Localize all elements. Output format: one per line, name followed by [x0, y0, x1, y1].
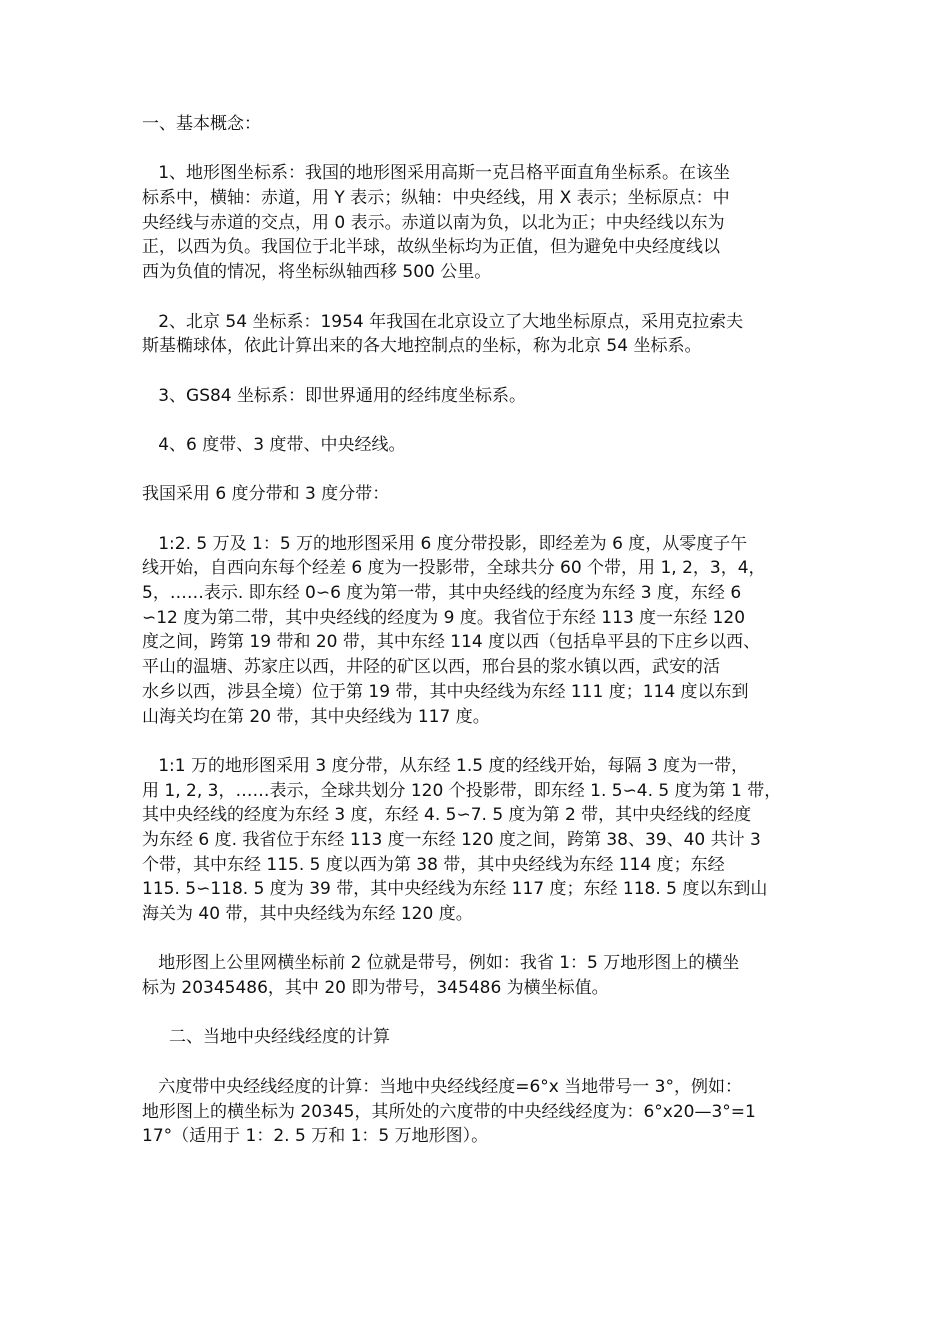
text-line: 正，以西为负。我国位于北半球，故纵坐标均为正值，但为避免中央经度线以 — [142, 237, 720, 258]
blank-line — [142, 927, 818, 952]
text-line: 六度带中央经线经度的计算：当地中央经线经度=6°x 当地带号一 3°，例如： — [142, 1076, 742, 1097]
text-line: 山海关均在第 20 带，其中央经线为 117 度。 — [142, 706, 490, 727]
blank-line — [142, 359, 818, 384]
text-line: 2、北京 54 坐标系：1954 年我国在北京设立了大地坐标原点，采用克拉索夫 — [142, 311, 744, 332]
text-line: 标系中，横轴：赤道，用 Y 表示；纵轴：中央经线，用 X 表示；坐标原点：中 — [142, 188, 730, 209]
blank-line — [142, 729, 818, 754]
text-line: 115. 5∽118. 5 度为 39 带，其中央经线为东经 117 度；东经 118. 5 度以东到山 — [142, 879, 768, 900]
text-line: 标为 20345486，其中 20 即为带号，345486 为横坐标值。 — [142, 978, 609, 999]
text-line: 用 1, 2, 3，……表示，全球共划分 120 个投影带，即东经 1. 5∽4. 5 度为第 1 带， — [142, 780, 782, 801]
text-line: 一、基本概念： — [142, 114, 261, 134]
text-line: 西为负值的情况，将坐标纵轴西移 500 公里。 — [142, 262, 492, 283]
text-line: 斯基椭球体，依此计算出来的各大地控制点的坐标，称为北京 54 坐标系。 — [142, 336, 702, 357]
text-line: 5，……表示. 即东经 0∽6 度为第一带，其中央经线的经度为东经 3 度，东经 6 — [142, 583, 742, 604]
text-line: 其中央经线的经度为东经 3 度，东经 4. 5∽7. 5 度为第 2 带，其中央经线的经度 — [142, 805, 752, 826]
text-line: ∽12 度为第二带，其中央经线的经度为 9 度。我省位于东经 113 度一东经 120 — [142, 607, 746, 628]
text-line: 1:1 万的地形图采用 3 度分带，从东经 1.5 度的经线开始，每隔 3 度为一带， — [142, 755, 749, 776]
text-line: 海关为 40 带，其中央经线为东经 120 度。 — [142, 904, 473, 924]
blank-line — [142, 137, 818, 162]
text-line: 为东经 6 度. 我省位于东经 113 度一东经 120 度之间，跨第 38、39、40 共计 3 — [142, 829, 761, 850]
text-line: 1:2. 5 万及 1：5 万的地形图采用 6 度分带投影，即经差为 6 度，从零度子午 — [142, 533, 748, 554]
text-line: 3、GS84 坐标系：即世界通用的经纬度坐标系。 — [142, 385, 527, 406]
text-line: 17°（适用于 1：2. 5 万和 1：5 万地形图）。 — [142, 1126, 489, 1147]
blank-line — [142, 1050, 818, 1075]
blank-line — [142, 1001, 818, 1026]
blank-line — [142, 507, 818, 532]
text-line: 度之间，跨第 19 带和 20 带，其中东经 114 度以西（包括阜平县的下庄乡以西、 — [142, 632, 761, 653]
text-line: 二、当地中央经线经度的计算 — [142, 1027, 391, 1048]
document-page — [142, 112, 818, 1149]
text-line: 线开始，自西向东每个经差 6 度为一投影带，全球共分 60 个带，用 1, 2，3，4， — [142, 558, 766, 579]
text-line: 地形图上的横坐标为 20345，其所处的六度带的中央经线经度为：6°x20—3°=1 — [142, 1101, 756, 1122]
text-line: 4、6 度带、3 度带、中央经线。 — [142, 434, 406, 455]
text-line: 地形图上公里网横坐标前 2 位就是带号，例如：我省 1：5 万地形图上的横坐 — [142, 953, 740, 974]
text-line: 水乡以西，涉县全境）位于第 19 带，其中央经线为东经 111 度；114 度以东到 — [142, 681, 749, 702]
blank-line — [142, 458, 818, 483]
text-line: 我国采用 6 度分带和 3 度分带： — [142, 484, 390, 505]
text-line: 个带，其中东经 115. 5 度以西为第 38 带，其中央经线为东经 114 度；东经 — [142, 854, 725, 875]
blank-line — [142, 285, 818, 310]
text-line: 央经线与赤道的交点，用 0 表示。赤道以南为负，以北为正；中央经线以东为 — [142, 212, 725, 233]
blank-line — [142, 408, 818, 433]
text-line: 1、地形图坐标系：我国的地形图采用高斯一克吕格平面直角坐标系。在该坐 — [142, 163, 731, 184]
text-line: 平山的温塘、苏家庄以西，井陉的矿区以西，邢台县的浆水镇以西，武安的活 — [142, 657, 720, 678]
